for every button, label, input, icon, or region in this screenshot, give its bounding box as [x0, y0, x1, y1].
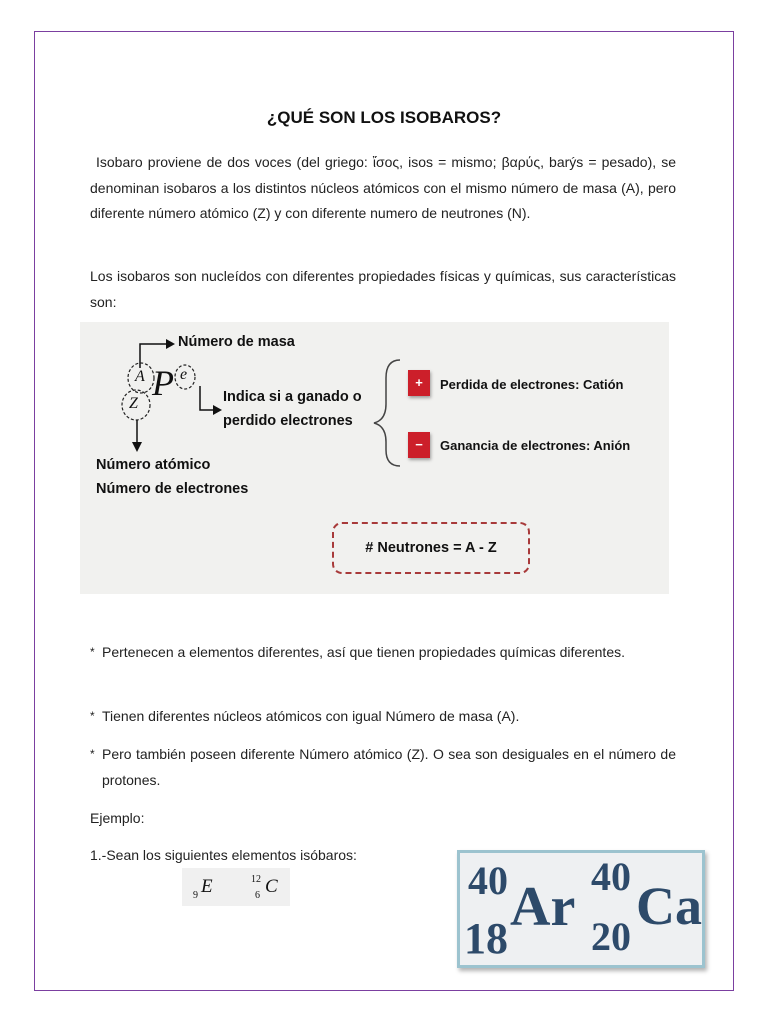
intro-paragraph: Isobaro proviene de dos voces (del griego: ἴσος, isos = mismo; βαρύς, barýs = pesado), se denominan isobaros a los distintos núcleos atómicos con el mismo número de masa (A), pero diferente número atómico (Z) y con diferente numero de neutrones (N).: [90, 154, 676, 221]
cation-label: Perdida de electrones: Catión: [440, 377, 624, 392]
ar-symbol: Ar: [510, 876, 576, 938]
e-symbol: E: [201, 876, 213, 897]
symbol-p: P: [152, 363, 174, 403]
minus-sign-icon: −: [408, 432, 430, 458]
neutron-formula: # Neutrones = A - Z: [332, 522, 530, 574]
electron-number-label: Número de electrones: [96, 481, 249, 497]
bullet-marker: *: [90, 645, 95, 659]
anion-label: Ganancia de electrones: Anión: [440, 438, 631, 453]
list-item: [90, 640, 676, 666]
element-formula: [182, 868, 290, 906]
bullet-text: Pero también poseen diferente Número atómico (Z). O sea son desiguales en el número de protones.: [102, 746, 676, 788]
c-symbol: C: [265, 876, 278, 897]
c-superscript: 12: [251, 874, 261, 885]
bullet-text: Pertenecen a elementos diferentes, así que tienen propiedades químicas diferentes.: [102, 644, 625, 660]
ar-atomic-number: 18: [464, 914, 508, 963]
example-statement: 1.-Sean los siguientes elementos isóbaros:: [90, 847, 357, 863]
characteristics-paragraph: Los isobaros son nucleídos con diferentes propiedades físicas y químicas, sus características son:: [90, 268, 676, 310]
isobar-notation-diagram: [80, 322, 669, 594]
ca-atomic-number: 20: [591, 914, 631, 959]
isobar-example-image: [457, 850, 705, 968]
symbol-z: Z: [129, 395, 138, 412]
list-item: [90, 742, 676, 793]
mass-number-label: Número de masa: [178, 334, 295, 350]
bullet-marker: *: [90, 709, 95, 723]
ca-mass-number: 40: [591, 854, 631, 899]
plus-sign-icon: +: [408, 370, 430, 396]
bullet-marker: *: [90, 747, 95, 761]
c-subscript: 6: [255, 890, 260, 901]
e-subscript: 9: [193, 890, 198, 901]
charge-label-line1: Indica si a ganado o: [223, 389, 362, 405]
page-title: ¿QUÉ SON LOS ISOBAROS?: [266, 108, 502, 127]
charge-label-line2: perdido electrones: [223, 413, 353, 429]
ar-mass-number: 40: [468, 858, 508, 903]
example-label: Ejemplo:: [90, 810, 145, 826]
list-item: [90, 704, 676, 730]
symbol-a: A: [135, 368, 145, 385]
ca-symbol: Ca: [636, 876, 702, 936]
bullet-text: Tienen diferentes núcleos atómicos con igual Número de masa (A).: [102, 708, 520, 724]
symbol-e: e: [180, 366, 188, 383]
atomic-number-label: Número atómico: [96, 457, 211, 473]
